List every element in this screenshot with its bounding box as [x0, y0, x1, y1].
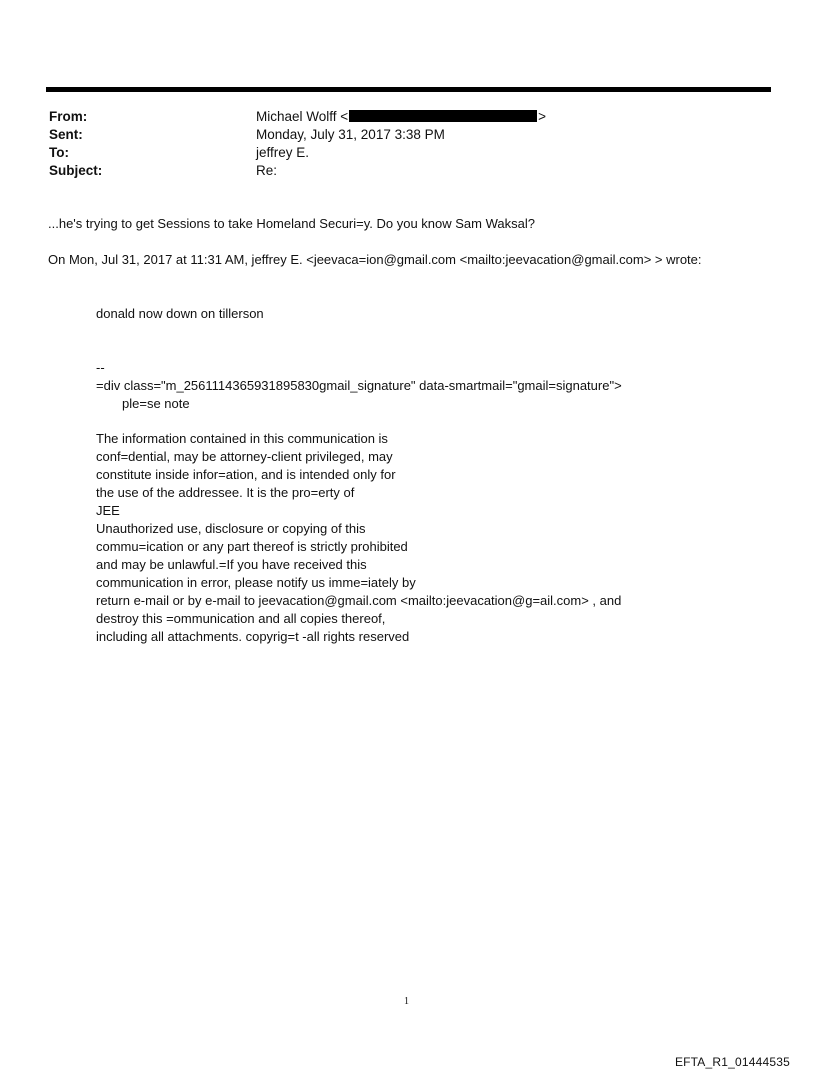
email-header — [49, 108, 769, 180]
redaction-bar — [349, 110, 537, 122]
disclaimer-block — [96, 430, 621, 646]
to-label: To: — [49, 145, 69, 160]
disclaimer-line: destroy this =ommunication and all copies thereof, — [96, 611, 386, 626]
disclaimer-line: JEE — [96, 503, 120, 518]
subject-label: Subject: — [49, 163, 103, 178]
disclaimer-line: conf=dential, may be attorney-client privileged, may — [96, 449, 393, 464]
disclaimer-line: communication in error, please notify us imme=iately by — [96, 575, 416, 590]
to-value: jeffrey E. — [256, 145, 310, 160]
from-name: Michael Wolff < — [256, 109, 349, 124]
signature-dashes: -- — [96, 360, 105, 375]
disclaimer-line: constitute inside infor=ation, and is intended only for — [96, 467, 396, 482]
sent-label: Sent: — [49, 127, 83, 142]
quoted-message: donald now down on tillerson — [96, 306, 264, 321]
disclaimer-line: including all attachments. copyrig=t -all rights reserved — [96, 629, 410, 644]
signature-div-markup: =div class="m_2561114365931895830gmail_signature" data-smartmail="gmail=signature"> — [96, 378, 622, 393]
disclaimer-line: the use of the addressee. It is the pro=erty of — [96, 485, 355, 500]
from-value — [256, 108, 546, 126]
sent-value: Monday, July 31, 2017 3:38 PM — [256, 127, 445, 142]
disclaimer-line: return e-mail or by e-mail to jeevacation@gmail.com <mailto:jeevacation@g=ail.com> , and — [96, 593, 622, 608]
signature-note: ple=se note — [122, 396, 190, 411]
disclaimer-line: commu=ication or any part thereof is strictly prohibited — [96, 539, 408, 554]
page-number: 1 — [404, 996, 409, 1007]
disclaimer-line: and may be unlawful.=If you have received this — [96, 557, 367, 572]
subject-value: Re: — [256, 163, 278, 178]
header-rule — [46, 87, 771, 92]
disclaimer-line: The information contained in this communication is — [96, 431, 388, 446]
from-row — [49, 108, 769, 126]
from-suffix: > — [538, 109, 547, 124]
disclaimer-line: Unauthorized use, disclosure or copying of this — [96, 521, 366, 536]
to-row — [49, 144, 769, 162]
subject-row — [49, 162, 769, 180]
document-id: EFTA_R1_01444535 — [674, 1055, 790, 1069]
reply-line: ...he's trying to get Sessions to take Homeland Securi=y. Do you know Sam Waksal? — [48, 216, 535, 231]
from-label: From: — [49, 109, 88, 124]
sent-row — [49, 126, 769, 144]
quote-intro: On Mon, Jul 31, 2017 at 11:31 AM, jeffrey E. <jeevaca=ion@gmail.com <mailto:jeevacation@gmail.com> > wrote: — [48, 252, 702, 267]
